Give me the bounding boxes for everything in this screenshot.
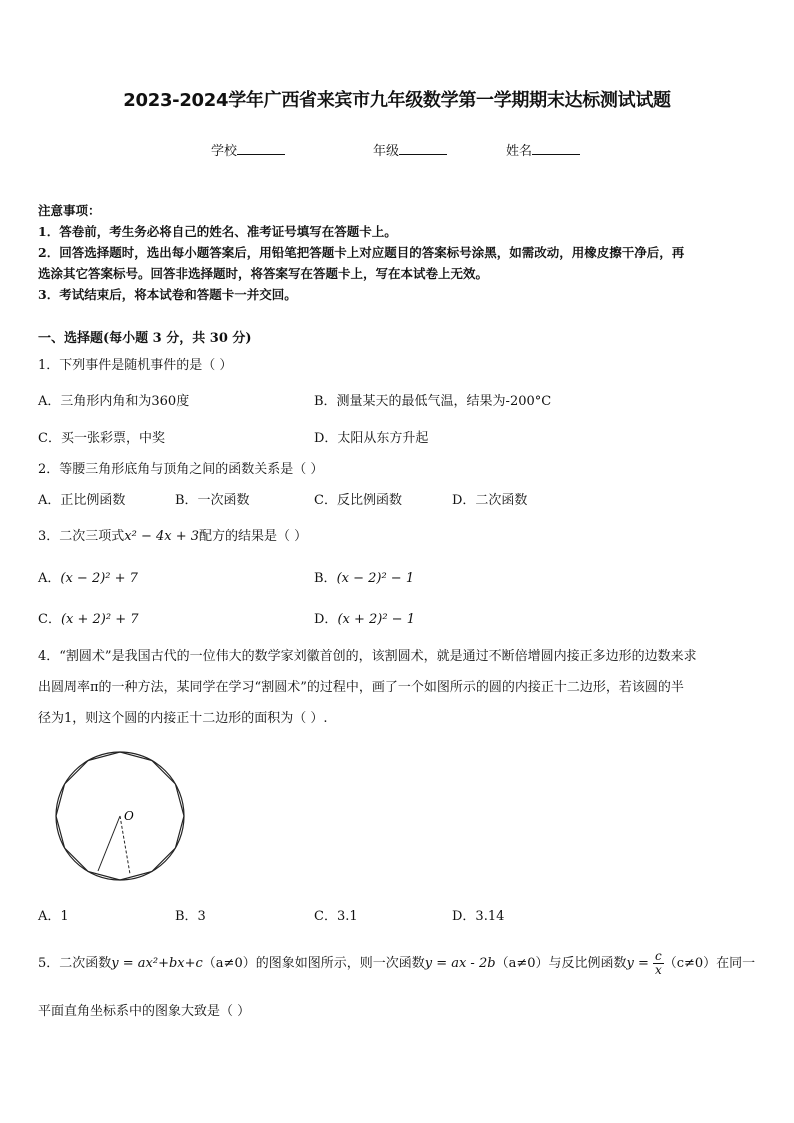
q5-text-2: （a≠0）的图象如图所示，则一次函数 bbox=[202, 956, 425, 971]
question-1-stem: 1．下列事件是随机事件的是（ ） bbox=[38, 358, 233, 373]
q1-option-c: C．买一张彩票，中奖 bbox=[38, 431, 165, 446]
q3-option-b-label: B． bbox=[314, 571, 337, 586]
q3-stem-expression: x² − 4x + 3 bbox=[124, 529, 200, 544]
q4-option-c: C．3.1 bbox=[314, 909, 358, 924]
school-blank bbox=[237, 142, 285, 155]
q3-stem-pre: 3．二次三项式 bbox=[38, 529, 125, 544]
q4-option-d: D．3.14 bbox=[452, 909, 505, 924]
notes-heading: 注意事项： bbox=[38, 203, 101, 218]
question-5-stem bbox=[38, 950, 755, 977]
q5-quadratic-expression: y = ax²+bx+c bbox=[111, 956, 203, 971]
q1-option-b: B．测量某天的最低气温，结果为-200°C bbox=[314, 394, 552, 409]
q4-option-b: B．3 bbox=[175, 909, 206, 924]
q5-text-4: （c≠0）在同一 bbox=[663, 956, 756, 971]
notes-item: 选涂其它答案标号。回答非选择题时，将答案写在答题卡上，写在本试卷上无效。 bbox=[38, 266, 489, 281]
q3-option-c bbox=[38, 608, 139, 627]
grade-blank bbox=[399, 142, 447, 155]
q4-line: 径为1，则这个圆的内接正十二边形的面积为（ ）. bbox=[38, 711, 328, 726]
q3-option-a-label: A． bbox=[38, 571, 61, 586]
q3-option-d-label: D． bbox=[314, 612, 338, 627]
radius-line-right bbox=[120, 816, 130, 874]
center-label: O bbox=[124, 809, 134, 823]
school-field bbox=[211, 140, 285, 159]
name-field bbox=[506, 140, 580, 159]
q5-inverse-expression: y = bbox=[626, 956, 649, 971]
grade-field bbox=[373, 140, 447, 159]
notes-item: 2．回答选择题时，选出每小题答案后，用铅笔把答题卡上对应题目的答案标号涂黑，如需改动，用橡皮擦干净后，再 bbox=[38, 245, 685, 260]
question-4-stem bbox=[38, 641, 758, 734]
grade-label: 年级 bbox=[373, 144, 400, 159]
q4-line: 4．“割圆术”是我国古代的一位伟大的数学家刘徽首创的，该割圆术，就是通过不断倍增圆内接正多边形的边数来求 bbox=[38, 649, 697, 664]
q4-option-a: A．1 bbox=[38, 909, 69, 924]
dodecagon-figure bbox=[50, 750, 190, 890]
q5-linear-expression: y = ax - 2b bbox=[424, 956, 496, 971]
q1-option-a: A．三角形内角和为360度 bbox=[38, 394, 190, 409]
fraction-numerator: c bbox=[655, 949, 662, 963]
q2-option-b: B．一次函数 bbox=[175, 493, 250, 508]
q2-option-c: C．反比例函数 bbox=[314, 493, 402, 508]
notes-item: 3．考试结束后，将本试卷和答题卡一并交回。 bbox=[38, 287, 297, 302]
section-heading: 一、选择题(每小题 3 分，共 30 分) bbox=[38, 331, 252, 346]
q4-line: 出圆周率π的一种方法，某同学在学习“割圆术”的过程中，画了一个如图所示的圆的内接正十二边形，若该圆的半 bbox=[38, 680, 684, 695]
radius-line-left bbox=[98, 816, 120, 871]
page-title: 2023-2024学年广西省来宾市九年级数学第一学期期末达标测试试题 bbox=[123, 90, 671, 111]
name-blank bbox=[532, 142, 580, 155]
fraction-denominator: x bbox=[654, 963, 662, 977]
q5-text-1: 5．二次函数 bbox=[38, 956, 112, 971]
q2-option-d: D．二次函数 bbox=[452, 493, 528, 508]
q3-option-d bbox=[314, 608, 415, 627]
q3-option-c-expression: (x + 2)² + 7 bbox=[60, 612, 139, 627]
q5-text-3: （a≠0）与反比例函数 bbox=[495, 956, 627, 971]
q5-fraction bbox=[653, 950, 664, 977]
q3-option-b-expression: (x − 2)² − 1 bbox=[336, 571, 415, 586]
question-2-stem: 2．等腰三角形底角与顶角之间的函数关系是（ ） bbox=[38, 462, 324, 477]
question-3-stem bbox=[38, 525, 307, 544]
q5-line-2: 平面直角坐标系中的图象大致是（ ） bbox=[38, 1004, 251, 1019]
q1-option-d: D．太阳从东方升起 bbox=[314, 431, 429, 446]
notes-block bbox=[38, 200, 684, 305]
name-label: 姓名 bbox=[506, 144, 533, 159]
q3-option-a-expression: (x − 2)² + 7 bbox=[60, 571, 138, 586]
notes-item: 1．答卷前，考生务必将自己的姓名、准考证号填写在答题卡上。 bbox=[38, 224, 397, 239]
q3-option-c-label: C． bbox=[38, 612, 61, 627]
q3-option-d-expression: (x + 2)² − 1 bbox=[337, 612, 415, 627]
q2-option-a: A．正比例函数 bbox=[38, 493, 126, 508]
q3-option-a bbox=[38, 567, 138, 586]
q3-option-b bbox=[314, 567, 414, 586]
q3-stem-post: 配方的结果是（ ） bbox=[199, 529, 308, 544]
school-label: 学校 bbox=[211, 144, 238, 159]
